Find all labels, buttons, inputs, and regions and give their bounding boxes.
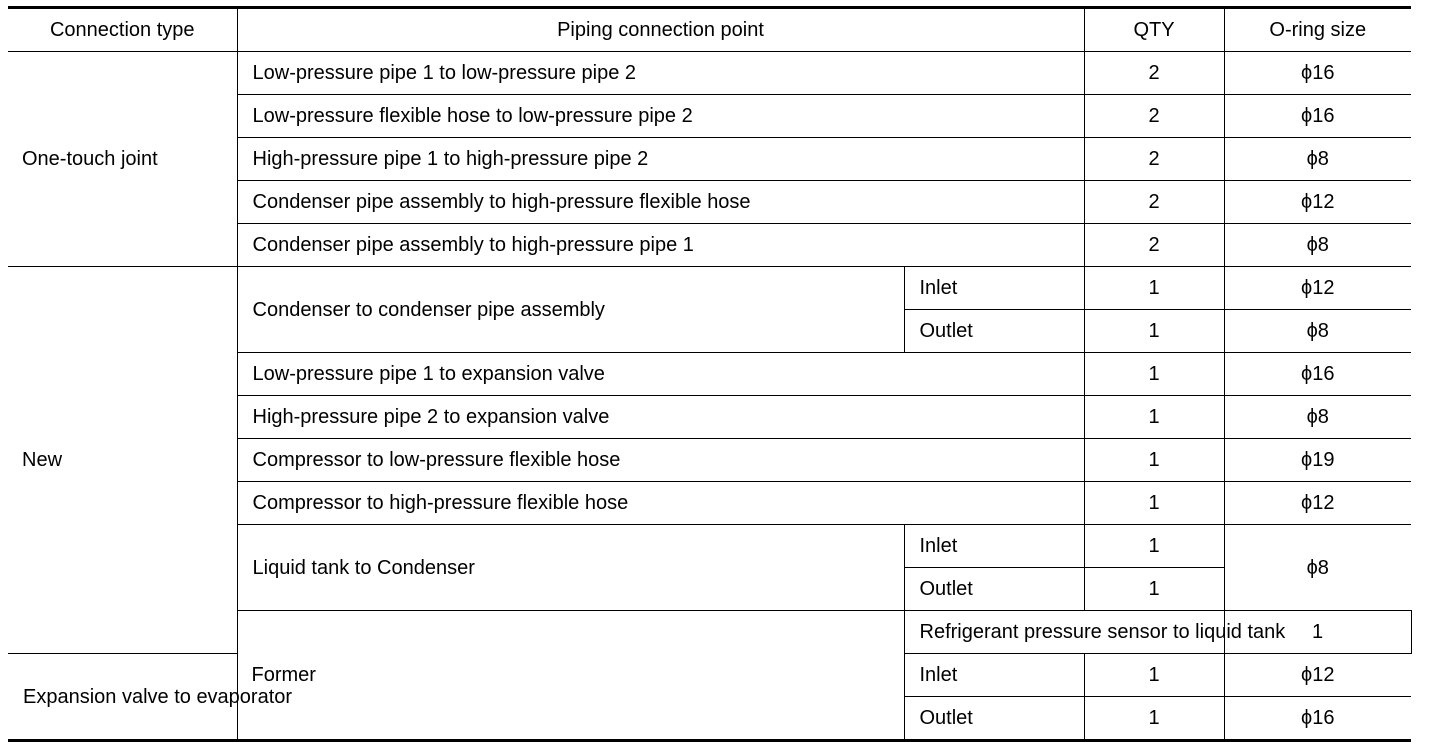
qty-cell: 1 xyxy=(1084,267,1224,310)
oring-size-cell: ϕ8 xyxy=(1224,525,1411,611)
connection-point-cell: Low-pressure pipe 1 to low-pressure pipe 2 xyxy=(237,52,1084,95)
port-label-cell: Inlet xyxy=(904,267,1084,310)
table-row xyxy=(8,52,1411,95)
header-connection-type: Connection type xyxy=(8,8,237,52)
table-row xyxy=(8,267,1411,310)
connection-point-cell: Compressor to low-pressure flexible hose xyxy=(237,439,1084,482)
oring-size-cell: ϕ12 xyxy=(1224,482,1411,525)
connection-point-cell: Low-pressure pipe 1 to expansion valve xyxy=(237,353,1084,396)
connection-point-cell: Expansion valve to evaporator xyxy=(8,654,237,741)
qty-cell: 1 xyxy=(1084,310,1224,353)
connection-point-cell: Refrigerant pressure sensor to liquid tank xyxy=(904,611,1224,654)
header-piping-connection-point: Piping connection point xyxy=(237,8,1084,52)
connection-point-cell: Liquid tank to Condenser xyxy=(237,525,904,611)
port-label-cell: Inlet xyxy=(904,654,1084,697)
oring-size-cell: ϕ12 xyxy=(1224,181,1411,224)
oring-size-cell: ϕ8 xyxy=(1224,138,1411,181)
connection-type-cell: Former xyxy=(237,611,904,741)
oring-size-cell: ϕ8 xyxy=(1224,224,1411,267)
oring-size-cell: ϕ16 xyxy=(1224,353,1411,396)
port-label-cell: Outlet xyxy=(904,568,1084,611)
qty-cell: 1 xyxy=(1084,353,1224,396)
oring-size-cell: ϕ12 xyxy=(1224,654,1411,697)
oring-size-cell: ϕ8 xyxy=(1224,396,1411,439)
port-label-cell: Inlet xyxy=(904,525,1084,568)
connection-point-cell: High-pressure pipe 1 to high-pressure pipe 2 xyxy=(237,138,1084,181)
qty-cell: 2 xyxy=(1084,224,1224,267)
qty-cell: 2 xyxy=(1084,95,1224,138)
port-label-cell: Outlet xyxy=(904,310,1084,353)
qty-cell: 2 xyxy=(1084,138,1224,181)
connection-type-cell: New xyxy=(8,267,237,654)
connection-point-cell: Condenser pipe assembly to high-pressure pipe 1 xyxy=(237,224,1084,267)
qty-cell: 2 xyxy=(1084,52,1224,95)
qty-cell: 1 xyxy=(1084,697,1224,741)
oring-size-cell: ϕ8 xyxy=(1224,310,1411,353)
qty-cell: 1 xyxy=(1084,525,1224,568)
connection-point-cell: Compressor to high-pressure flexible hose xyxy=(237,482,1084,525)
oring-size-cell: ϕ19 xyxy=(1224,439,1411,482)
qty-cell: 1 xyxy=(1224,611,1411,654)
connection-point-cell: Low-pressure flexible hose to low-pressure pipe 2 xyxy=(237,95,1084,138)
oring-table xyxy=(8,6,1411,742)
connection-type-cell: One-touch joint xyxy=(8,52,237,267)
connection-point-cell: Condenser pipe assembly to high-pressure flexible hose xyxy=(237,181,1084,224)
oring-size-cell: ϕ12 xyxy=(1224,267,1411,310)
header-qty: QTY xyxy=(1084,8,1224,52)
oring-size-cell: ϕ16 xyxy=(1224,697,1411,741)
qty-cell: 1 xyxy=(1084,482,1224,525)
header-row xyxy=(8,8,1411,52)
qty-cell: 1 xyxy=(1084,654,1224,697)
qty-cell: 2 xyxy=(1084,181,1224,224)
oring-size-cell: ϕ16 xyxy=(1224,52,1411,95)
header-oring-size: O-ring size xyxy=(1224,8,1411,52)
connection-point-cell: Condenser to condenser pipe assembly xyxy=(237,267,904,353)
oring-size-cell: ϕ16 xyxy=(1224,95,1411,138)
port-label-cell: Outlet xyxy=(904,697,1084,741)
connection-point-cell: High-pressure pipe 2 to expansion valve xyxy=(237,396,1084,439)
qty-cell: 1 xyxy=(1084,439,1224,482)
qty-cell: 1 xyxy=(1084,396,1224,439)
qty-cell: 1 xyxy=(1084,568,1224,611)
